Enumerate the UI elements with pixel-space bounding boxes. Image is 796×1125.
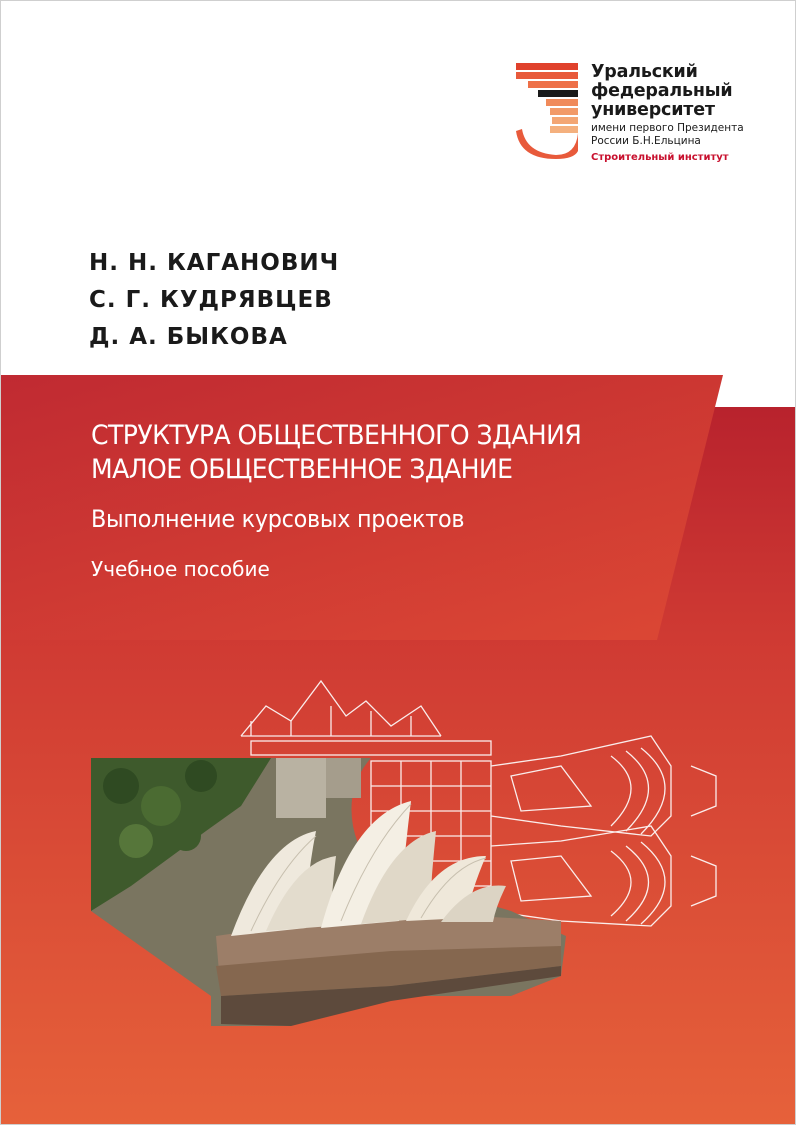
university-dedication: России Б.Н.Ельцина bbox=[591, 135, 701, 147]
university-name-line: университет bbox=[591, 100, 715, 120]
author-name: С. Г. КУДРЯВЦЕВ bbox=[89, 287, 333, 313]
authors bbox=[89, 245, 339, 356]
university-dedication: имени первого Президента bbox=[591, 122, 744, 134]
urfu-logo-icon bbox=[516, 63, 582, 159]
document-type: Учебное пособие bbox=[91, 557, 270, 581]
university-name-line: федеральный bbox=[591, 81, 733, 101]
institute-name: Строительный институт bbox=[591, 152, 729, 163]
book-subtitle: Выполнение курсовых проектов bbox=[91, 505, 465, 533]
title-block bbox=[91, 419, 618, 581]
university-name-line: Уральский bbox=[591, 62, 698, 82]
university-name bbox=[591, 63, 744, 163]
author-name: Д. А. БЫКОВА bbox=[89, 324, 288, 350]
book-title: СТРУКТУРА ОБЩЕСТВЕННОГО ЗДАНИЯ bbox=[91, 420, 582, 451]
author-name: Н. Н. КАГАНОВИЧ bbox=[89, 250, 340, 276]
book-title: МАЛОЕ ОБЩЕСТВЕННОЕ ЗДАНИЕ bbox=[91, 454, 513, 485]
university-logo bbox=[516, 63, 776, 193]
opera-house-photo-and-plan-icon bbox=[91, 666, 731, 1061]
